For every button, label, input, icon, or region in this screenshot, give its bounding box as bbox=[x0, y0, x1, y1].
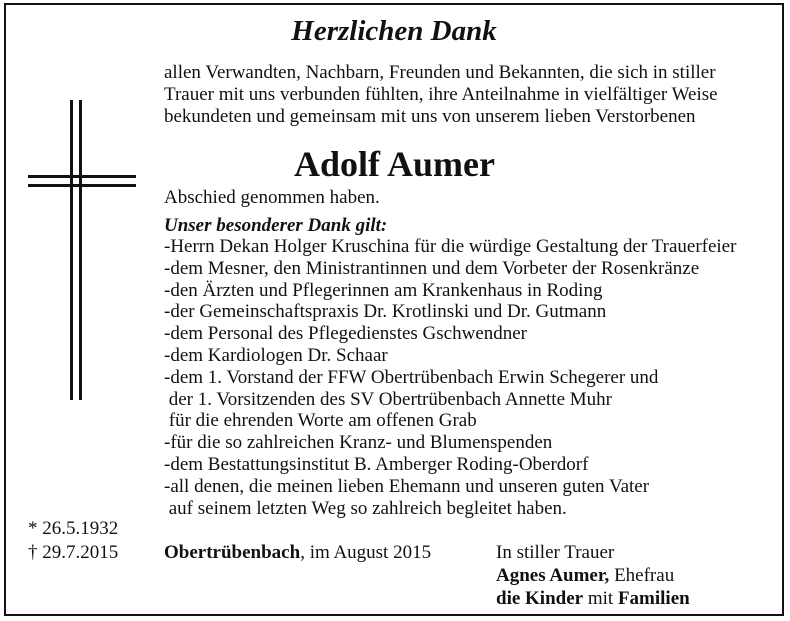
cross-icon bbox=[26, 100, 146, 410]
intro-line: allen Verwandten, Nachbarn, Freunden und Bekannten, die sich in stiller bbox=[164, 62, 716, 83]
mourners-block bbox=[496, 541, 690, 610]
thanks-heading: Unser besonderer Dank gilt: bbox=[164, 215, 388, 236]
mourner-relation: Ehefrau bbox=[609, 565, 675, 586]
death-date: † 29.7.2015 bbox=[28, 542, 119, 563]
birth-date: * 26.5.1932 bbox=[28, 518, 119, 539]
place-date bbox=[164, 542, 431, 564]
list-item: der 1. Vorsitzenden des SV Obertrübenbach Annette Muhr bbox=[164, 388, 612, 410]
mourner-children-label: die Kinder bbox=[496, 588, 584, 609]
list-item: -dem Bestattungsinstitut B. Amberger Roding-Oberdorf bbox=[164, 453, 589, 475]
list-item: -dem 1. Vorstand der FFW Obertrübenbach Erwin Schegerer und bbox=[164, 366, 659, 388]
list-item: -dem Mesner, den Ministrantinnen und dem Vorbeter der Rosenkränze bbox=[164, 257, 700, 279]
intro-line: Trauer mit uns verbunden fühlten, ihre Anteilnahme in vielfältiger Weise bbox=[164, 84, 718, 105]
farewell-text: Abschied genommen haben. bbox=[164, 187, 380, 208]
place-name: Obertrübenbach bbox=[164, 542, 301, 563]
mourner-spouse bbox=[496, 564, 690, 587]
date-text: , im August 2015 bbox=[300, 542, 432, 563]
list-item: für die ehrenden Worte am offenen Grab bbox=[164, 410, 477, 432]
list-item: -dem Kardiologen Dr. Schaar bbox=[164, 344, 388, 366]
mourner-name: Agnes Aumer, bbox=[496, 565, 610, 586]
list-item: -für die so zahlreichen Kranz- und Blumenspenden bbox=[164, 432, 553, 454]
intro-line: bekundeten und gemeinsam mit uns von unserem lieben Verstorbenen bbox=[164, 106, 696, 127]
notice-title: Herzlichen Dank bbox=[291, 15, 497, 47]
list-item: -den Ärzten und Pflegerinnen am Krankenhaus in Roding bbox=[164, 279, 603, 301]
mourner-connector: mit bbox=[583, 588, 618, 609]
deceased-name: Adolf Aumer bbox=[294, 144, 495, 184]
mourner-children bbox=[496, 587, 690, 610]
mourning-label: In stiller Trauer bbox=[496, 542, 615, 563]
intro-text bbox=[164, 62, 718, 128]
thanks-list bbox=[164, 236, 736, 519]
obituary-notice bbox=[4, 3, 784, 616]
mourner-families-label: Familien bbox=[617, 588, 690, 609]
life-dates bbox=[28, 517, 118, 565]
list-item: auf seinem letzten Weg so zahlreich begleitet haben. bbox=[164, 497, 567, 519]
list-item: -Herrn Dekan Holger Kruschina für die würdige Gestaltung der Trauerfeier bbox=[164, 236, 737, 257]
list-item: -all denen, die meinen lieben Ehemann und unseren guten Vater bbox=[164, 475, 650, 497]
list-item: -dem Personal des Pflegedienstes Gschwendner bbox=[164, 323, 528, 345]
list-item: -der Gemeinschaftspraxis Dr. Krotlinski und Dr. Gutmann bbox=[164, 301, 607, 323]
